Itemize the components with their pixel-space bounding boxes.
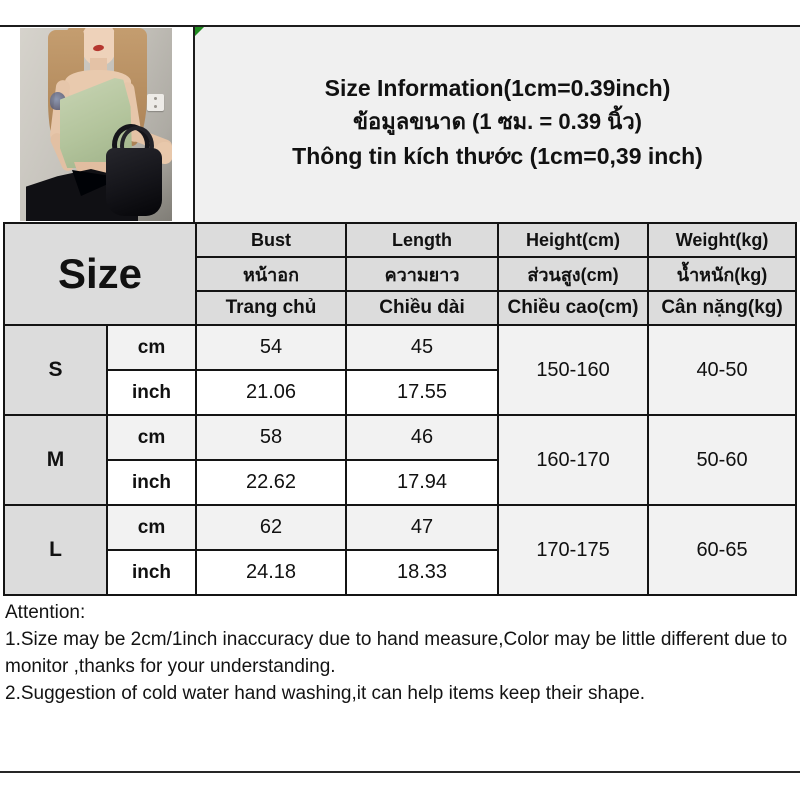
m-bust-inch: 22.62 <box>196 460 346 505</box>
size-table <box>3 222 797 596</box>
unit-inch: inch <box>107 460 196 505</box>
l-weight: 60-65 <box>648 505 796 595</box>
col-header-weight-vi: Cân nặng(kg) <box>648 291 796 325</box>
attention-note-1: 1.Size may be 2cm/1inch inaccuracy due to hand measure,Color may be little different due to monitor ,thanks for your understanding. <box>5 629 788 677</box>
table-row-s-cm <box>4 325 796 370</box>
header-row-english <box>4 223 796 257</box>
size-label-s: S <box>4 325 107 415</box>
product-photo <box>20 28 172 221</box>
attention-notes <box>5 599 797 707</box>
attention-heading: Attention: <box>5 602 86 623</box>
table-row-l-cm <box>4 505 796 550</box>
col-header-height-en: Height(cm) <box>498 223 648 257</box>
col-header-height-vi: Chiều cao(cm) <box>498 291 648 325</box>
unit-inch: inch <box>107 550 196 595</box>
unit-cm: cm <box>107 415 196 460</box>
col-header-bust-vi: Trang chủ <box>196 291 346 325</box>
size-label-l: L <box>4 505 107 595</box>
col-header-weight-th: น้ำหนัก(kg) <box>648 257 796 291</box>
photo-cell <box>0 27 193 222</box>
col-header-length-vi: Chiều dài <box>346 291 498 325</box>
s-weight: 40-50 <box>648 325 796 415</box>
title-thai: ข้อมูลขนาด (1 ซม. = 0.39 นิ้ว) <box>352 109 642 134</box>
light-switch <box>147 94 164 111</box>
size-corner-cell: Size <box>4 223 196 325</box>
green-corner-marker <box>195 27 204 36</box>
table-row-m-cm <box>4 415 796 460</box>
black-handbag <box>106 148 162 216</box>
m-length-inch: 17.94 <box>346 460 498 505</box>
m-bust-cm: 58 <box>196 415 346 460</box>
title-english: Size Information(1cm=0.39inch) <box>324 75 671 101</box>
s-bust-cm: 54 <box>196 325 346 370</box>
m-weight: 50-60 <box>648 415 796 505</box>
bottom-rule <box>0 771 800 773</box>
size-label-m: M <box>4 415 107 505</box>
col-header-length-en: Length <box>346 223 498 257</box>
s-height: 150-160 <box>498 325 648 415</box>
l-length-inch: 18.33 <box>346 550 498 595</box>
l-bust-inch: 24.18 <box>196 550 346 595</box>
s-bust-inch: 21.06 <box>196 370 346 415</box>
unit-cm: cm <box>107 505 196 550</box>
l-bust-cm: 62 <box>196 505 346 550</box>
l-height: 170-175 <box>498 505 648 595</box>
title-cell <box>195 27 800 222</box>
title-vietnamese: Thông tin kích thước (1cm=0,39 inch) <box>292 143 703 169</box>
m-length-cm: 46 <box>346 415 498 460</box>
s-length-inch: 17.55 <box>346 370 498 415</box>
m-height: 160-170 <box>498 415 648 505</box>
col-header-length-th: ความยาว <box>346 257 498 291</box>
l-length-cm: 47 <box>346 505 498 550</box>
col-header-bust-en: Bust <box>196 223 346 257</box>
unit-inch: inch <box>107 370 196 415</box>
attention-note-2: 2.Suggestion of cold water hand washing,it can help items keep their shape. <box>5 683 646 704</box>
s-length-cm: 45 <box>346 325 498 370</box>
col-header-weight-en: Weight(kg) <box>648 223 796 257</box>
col-header-bust-th: หน้าอก <box>196 257 346 291</box>
unit-cm: cm <box>107 325 196 370</box>
col-header-height-th: ส่วนสูง(cm) <box>498 257 648 291</box>
